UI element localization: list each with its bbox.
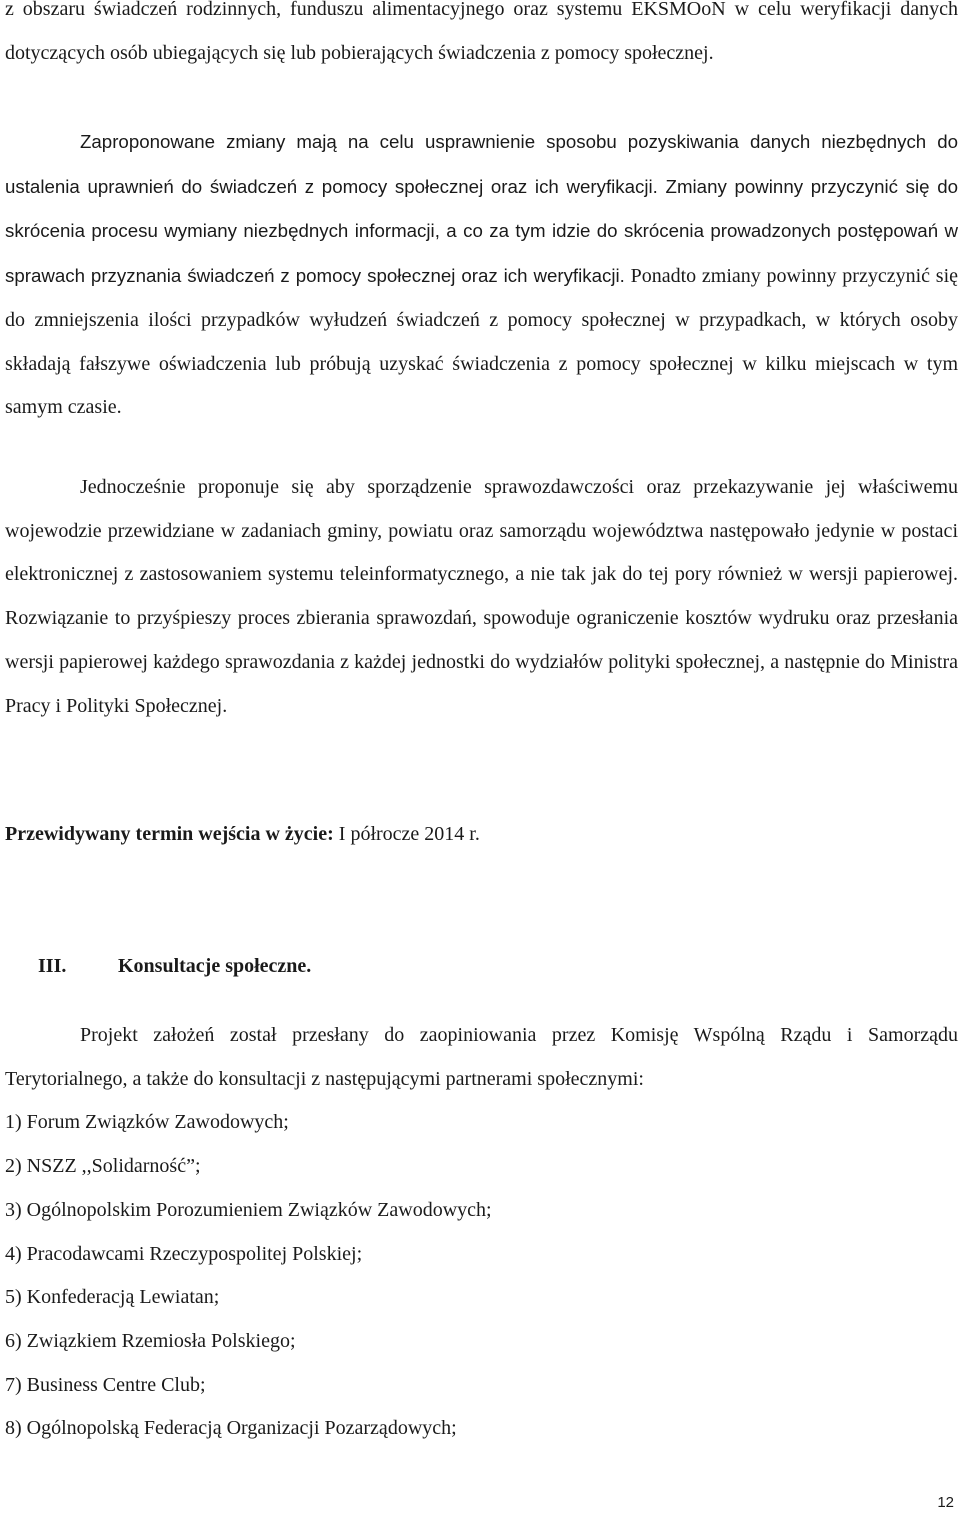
list-item: 3) Ogólnopolskim Porozumieniem Związków Zawodowych; (5, 1198, 492, 1221)
entry-into-force-label: Przewidywany termin wejścia w życie: (5, 823, 334, 845)
paragraph-eksmoon: z obszaru świadczeń rodzinnych, funduszu alimentacyjnego oraz systemu EKSMOoN w celu weryfikacji danych dotyczących osób ubiegających się lub pobierających świadczenia z pomocy społecznej. (5, 0, 958, 64)
list-item: 6) Związkiem Rzemiosła Polskiego; (5, 1329, 296, 1352)
page-number: 12 (937, 1494, 954, 1511)
partner-list (5, 1101, 958, 1451)
consultation-intro: Projekt założeń został przesłany do zaopiniowania przez Komisję Wspólną Rządu i Samorządu Terytorialnego, a także do konsultacji z następującymi partnerami społecznymi: (5, 1024, 958, 1090)
list-item: 4) Pracodawcami Rzeczypospolitej Polskiej; (5, 1242, 363, 1265)
paragraph-changes-serif-text: Ponadto zmiany powinny przyczynić się do zmniejszenia ilości przypadków wyłudzeń świadczeń z pomocy społecznej w przypadkach, w których osoby składają fałszywe oświadczenia lub próbują uzyskać świadczenia z pomocy społecznej w kilku miejscach w tym samym czasie. (5, 265, 958, 419)
list-item: 8) Ogólnopolską Federacją Organizacji Pozarządowych; (5, 1417, 457, 1440)
list-item: 5) Konfederacją Lewiatan; (5, 1286, 220, 1309)
list-item: 7) Business Centre Club; (5, 1373, 206, 1396)
section-title: Konsultacje społeczne. (118, 955, 312, 977)
consultation-block (5, 1014, 958, 1451)
list-item: 2) NSZZ ,,Solidarność”; (5, 1155, 201, 1178)
entry-into-force (5, 813, 480, 857)
section-number: III. (38, 955, 67, 977)
paragraph-reporting: Jednocześnie proponuje się aby sporządzenie sprawozdawczości oraz przekazywanie jej właściwemu wojewodzie przewidziane w zadaniach gminy, powiatu oraz samorządu województwa następowało jedynie w postaci elektronicznej z zastosowaniem systemu teleinformatycznego, a nie tak jak do tej pory również w wersji papierowej. Rozwiązanie to przyśpieszy proces zbierania sprawozdań, spowoduje ograniczenie kosztów wydruku oraz przesłania wersji papierowej każdego sprawozdania z każdej jednostki do wydziałów polityki społecznej, a następnie do Ministra Pracy i Polityki Społecznej. (5, 476, 958, 717)
paragraph-changes (5, 120, 958, 430)
list-item: 1) Forum Związków Zawodowych; (5, 1111, 289, 1134)
entry-into-force-value: I półrocze 2014 r. (338, 823, 480, 845)
paragraph-changes-sans-text: Zaproponowane zmiany mają na celu usprawnienie sposobu pozyskiwania danych niezbędnych do ustalenia uprawnień do świadczeń z pomocy społecznej oraz ich weryfikacji. Zmiany powinny przyczynić się do skrócenia procesu wymiany niezbędnych informacji, a co za tym idzie do skrócenia prowadzonych postępowań w sprawach przyznania świadczeń z pomocy społecznej oraz ich weryfikacji. (5, 131, 958, 287)
